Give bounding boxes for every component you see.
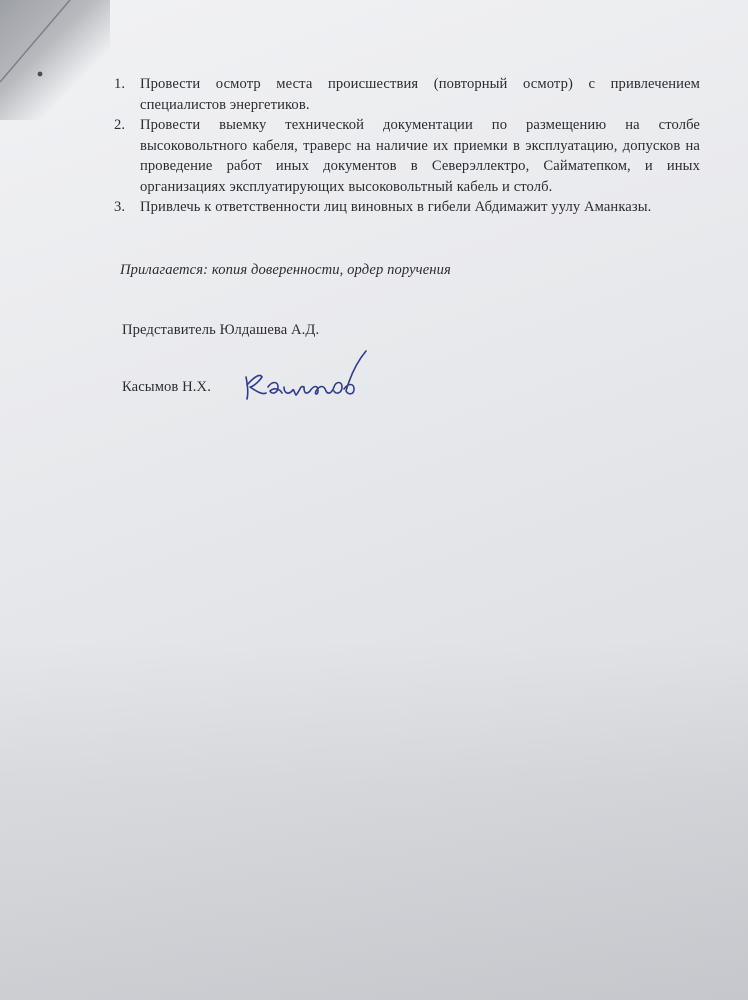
attachment-note: Прилагается: копия доверенности, ордер поручения bbox=[120, 261, 451, 278]
list-item-number: 2. bbox=[114, 117, 126, 133]
list-item bbox=[110, 115, 700, 197]
list-item-text: Провести выемку технической документации по размещению на столбе высоковольтного кабеля, траверс на наличие их приемки в эксплуатацию, допусков на проведение работ иных документов в Северэллектро, Сайматепком, и иных организациях эксплуатирующих высоковольтный кабель и столб. bbox=[140, 117, 700, 195]
lighting-shadow bbox=[0, 640, 748, 1000]
list-item-text: Провести осмотр места происшествия (повторный осмотр) с привлечением специалистов энергетиков. bbox=[140, 76, 700, 113]
list-item-text: Привлечь к ответственности лиц виновных в гибели Абдимажит уулу Аманказы. bbox=[140, 199, 652, 215]
representative-line: Представитель Юлдашева А.Д. bbox=[122, 322, 320, 338]
list-item-number: 3. bbox=[114, 199, 126, 215]
handwritten-signature bbox=[238, 347, 378, 407]
signer-name: Касымов Н.Х. bbox=[122, 378, 211, 395]
list-item-number: 1. bbox=[114, 76, 126, 92]
list-item bbox=[110, 74, 700, 115]
list-item bbox=[110, 197, 700, 218]
request-list bbox=[110, 74, 700, 218]
signer-row bbox=[110, 377, 700, 417]
document-body bbox=[110, 74, 700, 417]
